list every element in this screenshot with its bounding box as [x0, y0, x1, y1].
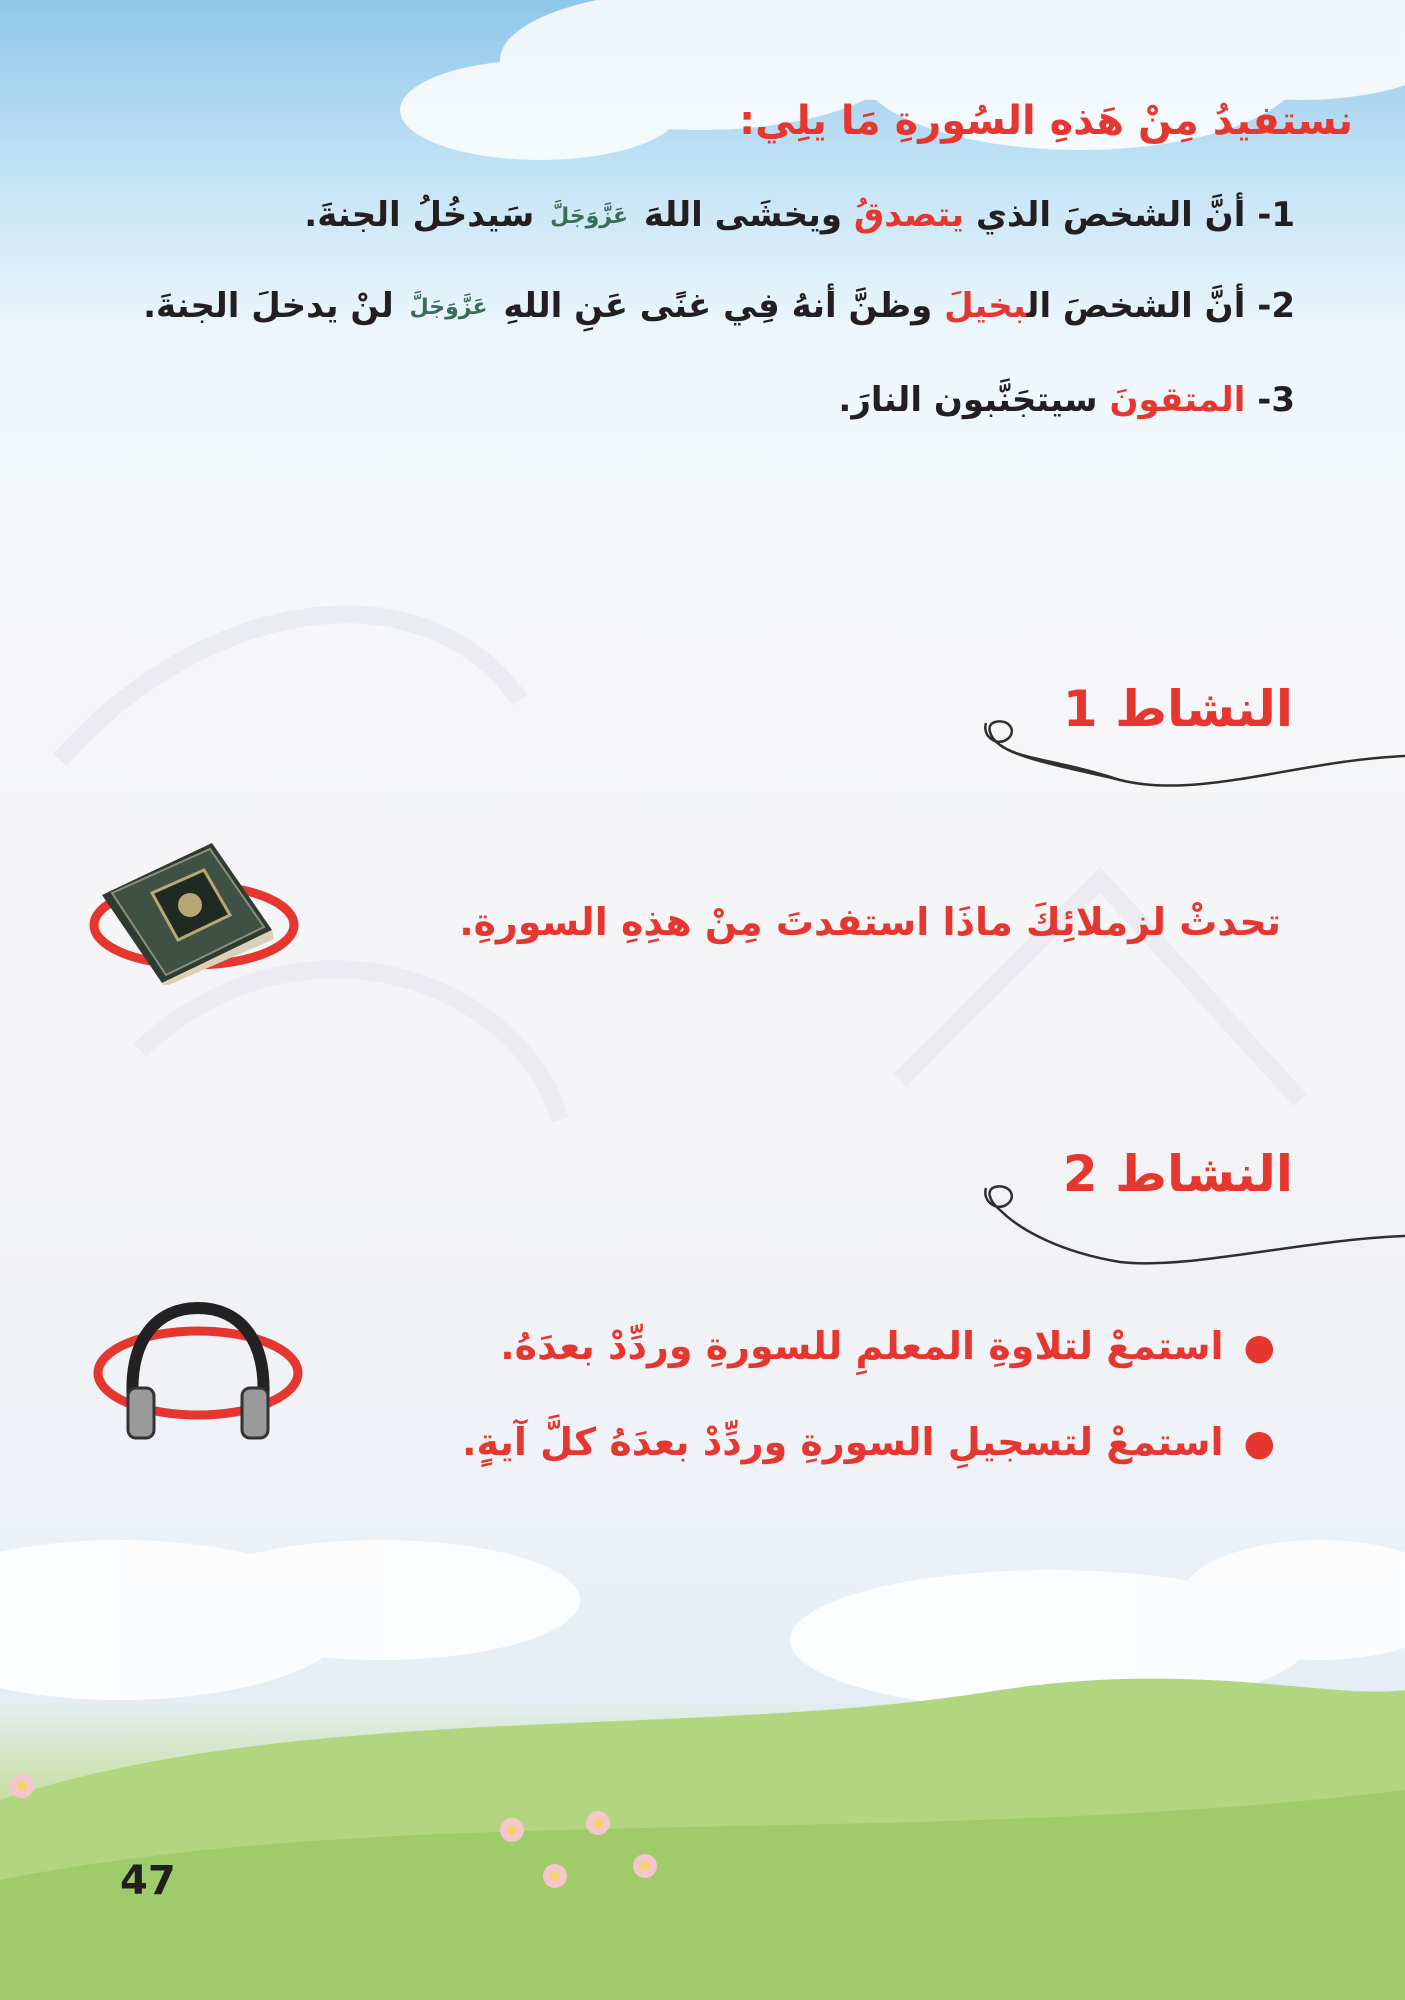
point-text-middle: ويخشَى اللهَ: [632, 195, 854, 235]
point-text-before: أنَّ الشخصَ الذي: [964, 195, 1246, 235]
point-text-middle: سيتجَنَّبون النارَ.: [838, 380, 1110, 420]
lesson-point-2: [143, 286, 1295, 326]
point-highlight: يتصدقُ: [853, 195, 965, 235]
azza-wajal-glyph: عَزَّوَجَلَّ: [409, 295, 488, 320]
lesson-point-3: [838, 380, 1295, 420]
point-text-before: أنَّ الشخصَ ال: [1026, 286, 1246, 326]
point-highlight: المتقونَ: [1109, 380, 1246, 420]
point-number: 2-: [1257, 286, 1295, 326]
bullet-text: استمعْ لتسجيلِ السورةِ وردِّدْ بعدَهُ كلَّ آيةٍ.: [462, 1420, 1224, 1464]
point-text-after: لنْ يدخلَ الجنةَ.: [143, 286, 406, 326]
bullet-icon: ●: [1243, 1327, 1275, 1368]
point-text-middle: وظنَّ أنهُ فِي غنًى عَنِ اللهِ: [491, 286, 945, 326]
quran-book-icon: [82, 835, 307, 985]
lessons-title: نستفيدُ مِنْ هَذهِ السُورةِ مَا يلِي:: [739, 98, 1353, 144]
headphones-icon: [88, 1288, 308, 1448]
activity-2-bullet-1: [500, 1324, 1275, 1368]
point-number: 1-: [1257, 195, 1295, 235]
lesson-point-1: [304, 195, 1295, 235]
bullet-text: استمعْ لتلاوةِ المعلمِ للسورةِ وردِّدْ بعدَهُ.: [500, 1324, 1224, 1368]
activity-1-title: النشاط 1: [1062, 680, 1293, 738]
bullet-icon: ●: [1243, 1423, 1275, 1464]
point-text-after: سَيدخُلُ الجنةَ.: [304, 195, 547, 235]
activity-1-instruction: تحدثْ لزملائِكَ ماذَا استفدتَ مِنْ هذِهِ السورةِ.: [459, 900, 1281, 944]
point-number: 3-: [1257, 380, 1295, 420]
point-highlight: بخيلَ: [944, 286, 1027, 326]
page-number: 47: [120, 1858, 176, 1904]
azza-wajal-glyph: عَزَّوَجَلَّ: [550, 204, 628, 229]
activity-2-bullet-2: [462, 1420, 1275, 1464]
activity-2-title: النشاط 2: [1062, 1145, 1293, 1203]
